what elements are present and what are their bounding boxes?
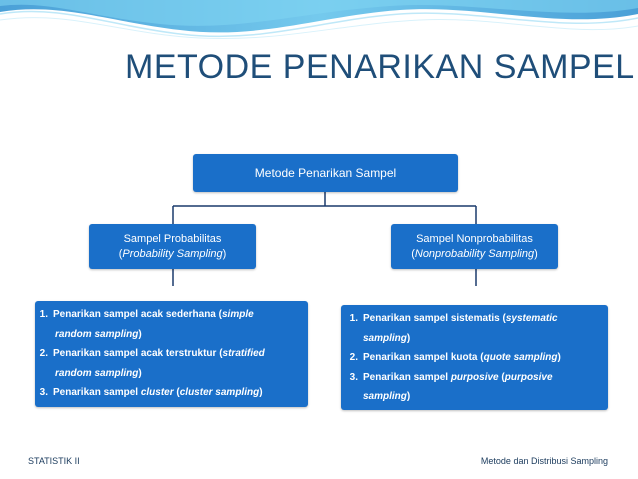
footer-topic-title: Metode dan Distribusi Sampling bbox=[480, 456, 608, 466]
item-text: Penarikan sampel acak terstruktur (stratified bbox=[53, 348, 265, 359]
item-text: Penarikan sampel kuota (quote sampling) bbox=[363, 352, 561, 363]
item-text: Penarikan sampel sistematis (systematic bbox=[363, 313, 558, 324]
list-item bbox=[341, 348, 608, 368]
category-sublabel-line bbox=[119, 247, 227, 262]
item-text: Penarikan sampel purposive (purposive bbox=[363, 371, 553, 383]
item-number: 2. bbox=[39, 348, 48, 359]
list-item-continuation: random sampling ) bbox=[55, 328, 142, 340]
list-item bbox=[341, 309, 608, 329]
item-text: Penarikan sampel cluster (cluster sampling) bbox=[53, 387, 263, 398]
category-label: Sampel Nonprobabilitas bbox=[416, 232, 533, 245]
footer-course-title: STATISTIK II bbox=[28, 456, 80, 466]
paren-open: ( bbox=[118, 247, 123, 260]
item-number: 1. bbox=[39, 309, 48, 320]
list-item bbox=[35, 383, 308, 403]
category-sublabel: Probability Sampling bbox=[122, 247, 223, 260]
item-number: 3. bbox=[39, 387, 48, 398]
item-text: Penarikan sampel acak sederhana (simple bbox=[53, 309, 254, 320]
paren-close: ) bbox=[222, 247, 227, 260]
category-node-nonprobability bbox=[391, 224, 558, 269]
paren-close: ) bbox=[534, 247, 538, 260]
list-item-continuation: random sampling ) bbox=[55, 367, 142, 379]
list-item-continuation: sampling ) bbox=[363, 391, 411, 402]
slide-title: METODE PENARIKAN SAMPEL bbox=[125, 48, 635, 86]
method-list-probability bbox=[35, 301, 308, 407]
list-item bbox=[341, 368, 608, 388]
category-sublabel: Nonprobability Sampling bbox=[414, 247, 535, 260]
method-list-nonprobability bbox=[341, 305, 608, 410]
category-sublabel-line bbox=[411, 247, 538, 262]
item-number: 1. bbox=[349, 313, 358, 324]
list-item bbox=[35, 344, 308, 364]
root-node bbox=[193, 154, 458, 192]
item-number: 3. bbox=[349, 371, 358, 383]
category-label: Sampel Probabilitas bbox=[123, 232, 222, 245]
root-label: Metode Penarikan Sampel bbox=[254, 166, 397, 180]
list-item-continuation: sampling ) bbox=[363, 332, 411, 344]
list-item bbox=[35, 305, 308, 325]
paren-open: ( bbox=[411, 247, 415, 260]
item-number: 2. bbox=[349, 352, 358, 363]
category-node-probability bbox=[89, 224, 256, 269]
